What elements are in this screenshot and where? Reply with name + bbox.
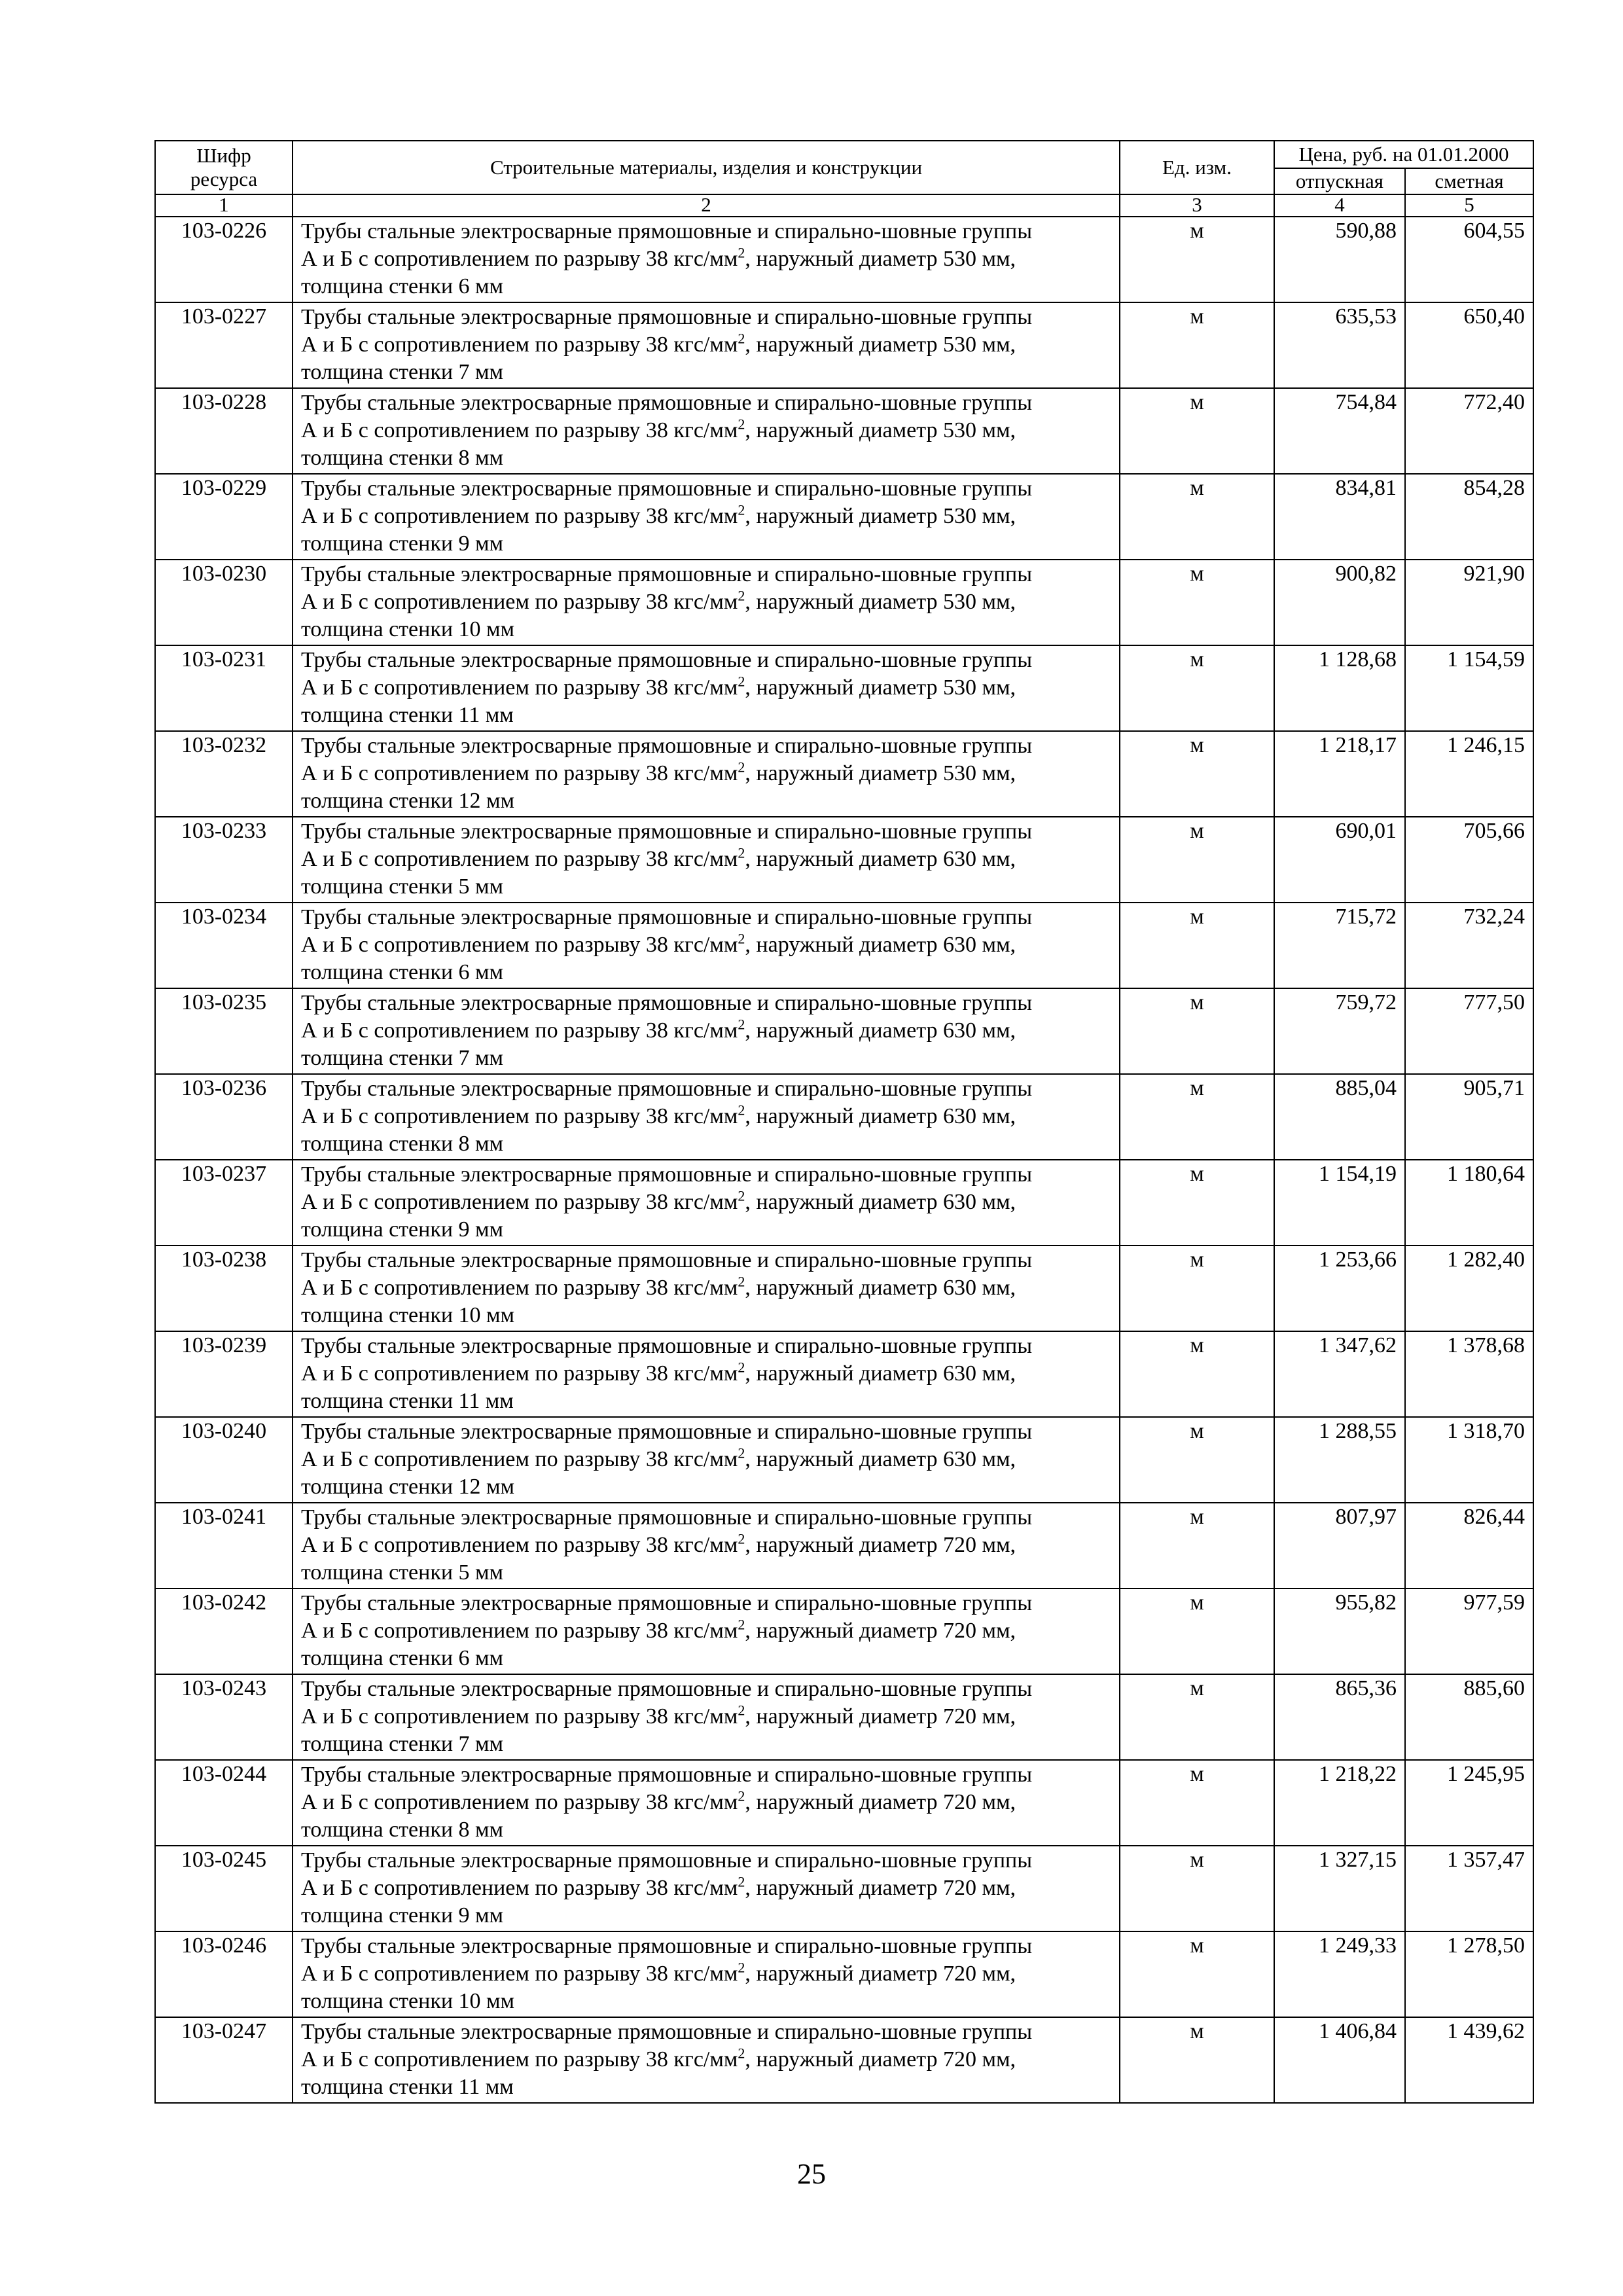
description-line: А и Б с сопротивлением по разрыву 38 кгс/мм [301,761,738,785]
description-line: толщина стенки 6 мм [301,274,504,298]
unit-cell: м [1120,645,1274,731]
description-line: , наружный диаметр 720 мм, [745,1790,1016,1814]
estimate-price-cell: 1 378,68 [1405,1331,1533,1417]
unit-cell: м [1120,474,1274,560]
resource-code-cell: 103-0235 [155,988,293,1074]
description-line: , наружный диаметр 630 мм, [745,1276,1016,1300]
header-price-group: Цена, руб. на 01.01.2000 [1274,141,1533,168]
description-line: толщина стенки 7 мм [301,1046,504,1070]
release-price-cell: 1 327,15 [1274,1846,1405,1931]
superscript: 2 [738,930,745,947]
unit-cell: м [1120,817,1274,903]
description-line: А и Б с сопротивлением по разрыву 38 кгс/мм [301,933,738,957]
description-line: , наружный диаметр 720 мм, [745,1533,1016,1557]
description-line: А и Б с сопротивлением по разрыву 38 кгс/мм [301,1104,738,1128]
description-line: , наружный диаметр 630 мм, [745,1361,1016,1386]
description-line: Трубы стальные электросварные прямошовные и спирально-шовные группы [301,1077,1033,1101]
superscript: 2 [738,1873,745,1890]
superscript: 2 [738,1359,745,1376]
unit-cell: м [1120,388,1274,474]
table-row [155,1417,1533,1503]
price-table-container [154,140,1533,2104]
resource-code-cell: 103-0230 [155,560,293,645]
header-unit: Ед. изм. [1120,141,1274,194]
description-line: А и Б с сопротивлением по разрыву 38 кгс/мм [301,332,738,357]
estimate-price-cell: 977,59 [1405,1588,1533,1674]
release-price-cell: 1 347,62 [1274,1331,1405,1417]
table-row [155,217,1533,302]
header-resource-code: Шифр ресурса [155,141,293,194]
description-line: Трубы стальные электросварные прямошовные и спирально-шовные группы [301,648,1033,672]
description-line: А и Б с сопротивлением по разрыву 38 кгс/мм [301,1190,738,1214]
description-line: Трубы стальные электросварные прямошовные и спирально-шовные группы [301,1420,1033,1444]
table-row [155,645,1533,731]
description-line: толщина стенки 5 мм [301,1560,504,1585]
superscript: 2 [738,844,745,861]
column-number: 2 [293,194,1120,217]
table-row [155,903,1533,988]
superscript: 2 [738,1959,745,1976]
description-line: , наружный диаметр 530 мм, [745,418,1016,442]
description-line: Трубы стальные электросварные прямошовные и спирально-шовные группы [301,305,1033,329]
superscript: 2 [738,673,745,690]
description-cell [293,1846,1120,1931]
resource-code-cell: 103-0227 [155,302,293,388]
estimate-price-cell: 604,55 [1405,217,1533,302]
description-cell [293,2017,1120,2103]
release-price-cell: 690,01 [1274,817,1405,903]
unit-cell: м [1120,988,1274,1074]
release-price-cell: 1 218,22 [1274,1760,1405,1846]
description-cell [293,1417,1120,1503]
superscript: 2 [738,1102,745,1119]
description-line: толщина стенки 8 мм [301,1132,504,1156]
release-price-cell: 635,53 [1274,302,1405,388]
column-number: 3 [1120,194,1274,217]
superscript: 2 [738,1016,745,1033]
description-line: толщина стенки 10 мм [301,1303,515,1327]
resource-code-cell: 103-0240 [155,1417,293,1503]
estimate-price-cell: 1 282,40 [1405,1246,1533,1331]
header-price-release: отпускная [1274,168,1405,194]
release-price-cell: 759,72 [1274,988,1405,1074]
superscript: 2 [738,1702,745,1719]
resource-code-cell: 103-0229 [155,474,293,560]
description-line: , наружный диаметр 530 мм, [745,761,1016,785]
description-line: А и Б с сопротивлением по разрыву 38 кгс/мм [301,247,738,271]
description-line: толщина стенки 6 мм [301,1646,504,1670]
description-line: толщина стенки 7 мм [301,360,504,384]
estimate-price-cell: 772,40 [1405,388,1533,474]
resource-code-cell: 103-0246 [155,1931,293,2017]
description-line: , наружный диаметр 530 мм, [745,332,1016,357]
table-row [155,1588,1533,1674]
description-line: Трубы стальные электросварные прямошовные и спирально-шовные группы [301,1848,1033,1873]
release-price-cell: 1 218,17 [1274,731,1405,817]
description-line: А и Б с сопротивлением по разрыву 38 кгс/мм [301,1704,738,1729]
estimate-price-cell: 777,50 [1405,988,1533,1074]
description-line: Трубы стальные электросварные прямошовные и спирально-шовные группы [301,1334,1033,1358]
superscript: 2 [738,244,745,261]
description-cell [293,1503,1120,1588]
release-price-cell: 590,88 [1274,217,1405,302]
table-row [155,1246,1533,1331]
estimate-price-cell: 1 154,59 [1405,645,1533,731]
description-line: Трубы стальные электросварные прямошовные и спирально-шовные группы [301,219,1033,243]
unit-cell: м [1120,731,1274,817]
table-row [155,388,1533,474]
description-line: толщина стенки 8 мм [301,1818,504,1842]
description-line: Трубы стальные электросварные прямошовные и спирально-шовные группы [301,1248,1033,1272]
description-line: Трубы стальные электросварные прямошовные и спирально-шовные группы [301,1505,1033,1530]
table-row [155,474,1533,560]
description-cell [293,903,1120,988]
resource-code-cell: 103-0231 [155,645,293,731]
description-line: толщина стенки 5 мм [301,874,504,899]
description-cell [293,817,1120,903]
table-row [155,2017,1533,2103]
table-row [155,560,1533,645]
estimate-price-cell: 854,28 [1405,474,1533,560]
description-line: , наружный диаметр 630 мм, [745,933,1016,957]
release-price-cell: 1 406,84 [1274,2017,1405,2103]
description-line: , наружный диаметр 530 мм, [745,675,1016,700]
description-line: А и Б с сопротивлением по разрыву 38 кгс/мм [301,1790,738,1814]
superscript: 2 [738,416,745,433]
superscript: 2 [738,1616,745,1633]
description-line: толщина стенки 9 мм [301,531,504,556]
description-line: А и Б с сопротивлением по разрыву 38 кгс/мм [301,1619,738,1643]
description-line: Трубы стальные электросварные прямошовные и спирально-шовные группы [301,562,1033,586]
description-cell [293,988,1120,1074]
description-line: , наружный диаметр 630 мм, [745,1447,1016,1471]
unit-cell: м [1120,1588,1274,1674]
description-cell [293,1331,1120,1417]
description-cell [293,1246,1120,1331]
description-line: Трубы стальные электросварные прямошовные и спирально-шовные группы [301,819,1033,844]
resource-code-cell: 103-0228 [155,388,293,474]
description-line: , наружный диаметр 720 мм, [745,1962,1016,1986]
description-line: толщина стенки 9 мм [301,1217,504,1242]
table-row [155,988,1533,1074]
description-line: А и Б с сопротивлением по разрыву 38 кгс/мм [301,590,738,614]
estimate-price-cell: 885,60 [1405,1674,1533,1760]
column-number: 1 [155,194,293,217]
description-line: толщина стенки 12 мм [301,1475,515,1499]
description-cell [293,731,1120,817]
unit-cell: м [1120,217,1274,302]
estimate-price-cell: 1 439,62 [1405,2017,1533,2103]
table-row [155,302,1533,388]
resource-code-cell: 103-0237 [155,1160,293,1246]
unit-cell: м [1120,1503,1274,1588]
superscript: 2 [738,2045,745,2062]
description-line: , наружный диаметр 630 мм, [745,1104,1016,1128]
description-line: А и Б с сопротивлением по разрыву 38 кгс/мм [301,1276,738,1300]
unit-cell: м [1120,1674,1274,1760]
description-cell [293,388,1120,474]
description-line: А и Б с сопротивлением по разрыву 38 кгс/мм [301,1018,738,1043]
unit-cell: м [1120,1931,1274,2017]
description-cell [293,645,1120,731]
price-table [154,140,1534,2104]
description-line: толщина стенки 6 мм [301,960,504,984]
description-line: Трубы стальные электросварные прямошовные и спирально-шовные группы [301,2020,1033,2044]
description-line: Трубы стальные электросварные прямошовные и спирально-шовные группы [301,1677,1033,1701]
description-line: , наружный диаметр 720 мм, [745,1619,1016,1643]
estimate-price-cell: 1 278,50 [1405,1931,1533,2017]
description-line: , наружный диаметр 530 мм, [745,504,1016,528]
description-line: , наружный диаметр 530 мм, [745,590,1016,614]
description-line: толщина стенки 10 мм [301,1989,515,2013]
unit-cell: м [1120,560,1274,645]
unit-cell: м [1120,1760,1274,1846]
description-line: толщина стенки 10 мм [301,617,515,641]
unit-cell: м [1120,1417,1274,1503]
release-price-cell: 1 253,66 [1274,1246,1405,1331]
release-price-cell: 715,72 [1274,903,1405,988]
release-price-cell: 754,84 [1274,388,1405,474]
description-line: А и Б с сопротивлением по разрыву 38 кгс/мм [301,1361,738,1386]
unit-cell: м [1120,1846,1274,1931]
resource-code-cell: 103-0243 [155,1674,293,1760]
release-price-cell: 955,82 [1274,1588,1405,1674]
table-body [155,217,1533,2103]
page-number: 25 [797,2158,826,2190]
superscript: 2 [738,1530,745,1547]
header-description: Строительные материалы, изделия и конструкции [293,141,1120,194]
estimate-price-cell: 1 357,47 [1405,1846,1533,1931]
superscript: 2 [738,759,745,776]
estimate-price-cell: 650,40 [1405,302,1533,388]
resource-code-cell: 103-0245 [155,1846,293,1931]
description-line: Трубы стальные электросварные прямошовные и спирально-шовные группы [301,476,1033,501]
estimate-price-cell: 1 245,95 [1405,1760,1533,1846]
superscript: 2 [738,330,745,347]
description-cell [293,560,1120,645]
description-line: Трубы стальные электросварные прямошовные и спирально-шовные группы [301,905,1033,929]
release-price-cell: 1 128,68 [1274,645,1405,731]
resource-code-cell: 103-0241 [155,1503,293,1588]
description-line: толщина стенки 11 мм [301,703,514,727]
description-line: Трубы стальные электросварные прямошовные и спирально-шовные группы [301,1763,1033,1787]
resource-code-cell: 103-0244 [155,1760,293,1846]
resource-code-cell: 103-0232 [155,731,293,817]
resource-code-cell: 103-0234 [155,903,293,988]
unit-cell: м [1120,1160,1274,1246]
estimate-price-cell: 1 180,64 [1405,1160,1533,1246]
estimate-price-cell: 826,44 [1405,1503,1533,1588]
superscript: 2 [738,501,745,518]
table-row [155,1331,1533,1417]
table-row [155,1931,1533,2017]
description-line: Трубы стальные электросварные прямошовные и спирально-шовные группы [301,991,1033,1015]
description-cell [293,474,1120,560]
description-cell [293,1931,1120,2017]
superscript: 2 [738,1273,745,1290]
table-row [155,731,1533,817]
table-row [155,1503,1533,1588]
resource-code-cell: 103-0233 [155,817,293,903]
description-line: А и Б с сопротивлением по разрыву 38 кгс/мм [301,504,738,528]
description-cell [293,1588,1120,1674]
resource-code-cell: 103-0238 [155,1246,293,1331]
description-line: Трубы стальные электросварные прямошовные и спирально-шовные группы [301,391,1033,415]
table-row [155,1760,1533,1846]
description-line: толщина стенки 12 мм [301,789,515,813]
description-line: толщина стенки 11 мм [301,1389,514,1413]
description-cell [293,1160,1120,1246]
estimate-price-cell: 921,90 [1405,560,1533,645]
estimate-price-cell: 1 318,70 [1405,1417,1533,1503]
description-line: толщина стенки 9 мм [301,1903,504,1928]
superscript: 2 [738,1444,745,1462]
unit-cell: м [1120,302,1274,388]
column-number: 4 [1274,194,1405,217]
description-line: А и Б с сопротивлением по разрыву 38 кгс/мм [301,1876,738,1900]
description-line: Трубы стальные электросварные прямошовные и спирально-шовные группы [301,1591,1033,1615]
description-line: , наружный диаметр 720 мм, [745,1704,1016,1729]
table-row [155,1074,1533,1160]
resource-code-cell: 103-0236 [155,1074,293,1160]
description-line: , наружный диаметр 720 мм, [745,1876,1016,1900]
description-line: А и Б с сопротивлением по разрыву 38 кгс/мм [301,1962,738,1986]
unit-cell: м [1120,1331,1274,1417]
table-row [155,817,1533,903]
description-cell [293,1674,1120,1760]
release-price-cell: 865,36 [1274,1674,1405,1760]
resource-code-cell: 103-0242 [155,1588,293,1674]
unit-cell: м [1120,2017,1274,2103]
description-line: А и Б с сопротивлением по разрыву 38 кгс/мм [301,1533,738,1557]
description-cell [293,302,1120,388]
unit-cell: м [1120,1074,1274,1160]
release-price-cell: 900,82 [1274,560,1405,645]
unit-cell: м [1120,903,1274,988]
table-row [155,1160,1533,1246]
estimate-price-cell: 905,71 [1405,1074,1533,1160]
description-line: А и Б с сопротивлением по разрыву 38 кгс/мм [301,2047,738,2072]
description-line: толщина стенки 8 мм [301,446,504,470]
release-price-cell: 1 288,55 [1274,1417,1405,1503]
release-price-cell: 885,04 [1274,1074,1405,1160]
resource-code-cell: 103-0247 [155,2017,293,2103]
description-cell [293,1074,1120,1160]
column-number: 5 [1405,194,1533,217]
description-line: , наружный диаметр 630 мм, [745,1190,1016,1214]
unit-cell: м [1120,1246,1274,1331]
table-row [155,1846,1533,1931]
description-line: , наружный диаметр 630 мм, [745,847,1016,871]
superscript: 2 [738,1187,745,1204]
description-line: толщина стенки 7 мм [301,1732,504,1756]
description-line: , наружный диаметр 530 мм, [745,247,1016,271]
resource-code-cell: 103-0226 [155,217,293,302]
table-row [155,1674,1533,1760]
description-cell [293,217,1120,302]
description-line: Трубы стальные электросварные прямошовные и спирально-шовные группы [301,1162,1033,1187]
release-price-cell: 834,81 [1274,474,1405,560]
estimate-price-cell: 705,66 [1405,817,1533,903]
release-price-cell: 1 249,33 [1274,1931,1405,2017]
description-line: толщина стенки 11 мм [301,2075,514,2099]
release-price-cell: 807,97 [1274,1503,1405,1588]
estimate-price-cell: 732,24 [1405,903,1533,988]
description-line: Трубы стальные электросварные прямошовные и спирально-шовные группы [301,734,1033,758]
superscript: 2 [738,587,745,604]
description-cell [293,1760,1120,1846]
description-line: Трубы стальные электросварные прямошовные и спирально-шовные группы [301,1934,1033,1958]
description-line: , наружный диаметр 630 мм, [745,1018,1016,1043]
description-line: А и Б с сопротивлением по разрыву 38 кгс/мм [301,418,738,442]
description-line: А и Б с сопротивлением по разрыву 38 кгс/мм [301,1447,738,1471]
superscript: 2 [738,1787,745,1804]
header-price-estimate: сметная [1405,168,1533,194]
description-line: , наружный диаметр 720 мм, [745,2047,1016,2072]
estimate-price-cell: 1 246,15 [1405,731,1533,817]
resource-code-cell: 103-0239 [155,1331,293,1417]
description-line: А и Б с сопротивлением по разрыву 38 кгс/мм [301,675,738,700]
release-price-cell: 1 154,19 [1274,1160,1405,1246]
description-line: А и Б с сопротивлением по разрыву 38 кгс/мм [301,847,738,871]
